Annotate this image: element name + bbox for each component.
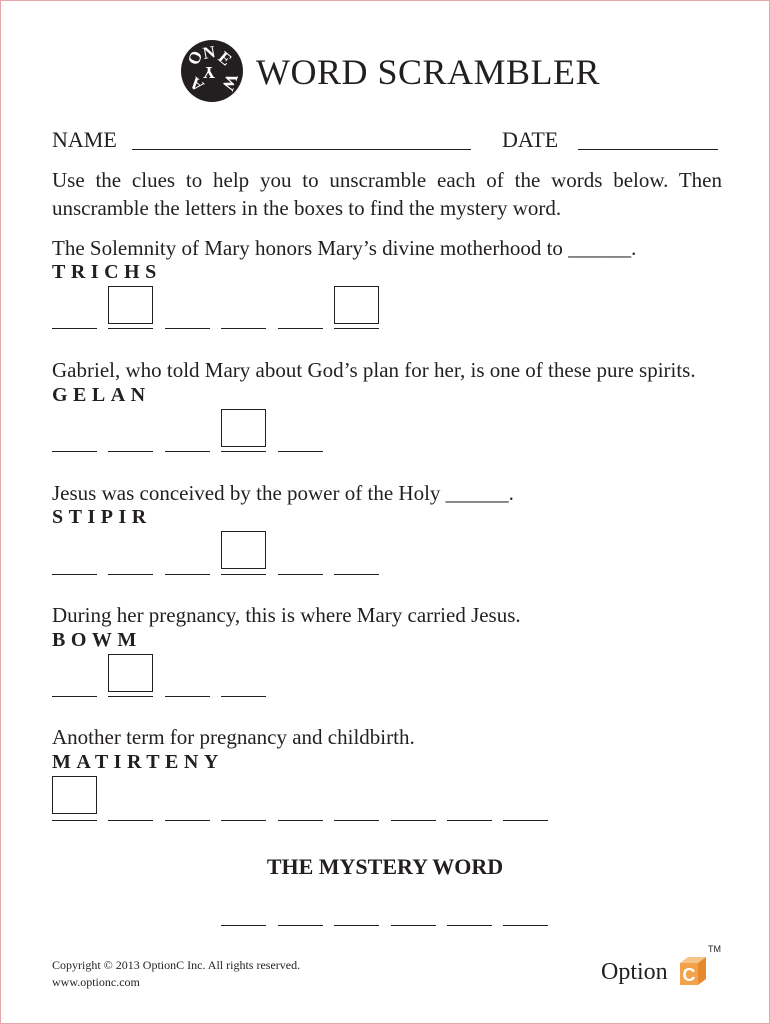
mystery-letter-blank[interactable] [391,925,436,926]
mystery-letter-box[interactable] [221,409,266,447]
letter-blank[interactable] [334,820,379,821]
letter-blank[interactable] [52,451,97,452]
logo-letter: O [183,48,207,68]
mystery-letter-box[interactable] [108,286,153,324]
instructions-text: Use the clues to help you to unscramble each of the words below. Then unscramble the letters in the boxes to find the mystery word. [52,168,722,220]
letter-blank[interactable] [108,820,153,821]
trademark-symbol: TM [708,944,721,954]
letter-blank[interactable] [334,328,379,329]
mystery-letter-box[interactable] [334,286,379,324]
mystery-letter-blank[interactable] [447,925,492,926]
mystery-word-heading: THE MYSTERY WORD [266,854,504,879]
date-line[interactable] [578,149,718,150]
mystery-letter-box[interactable] [108,654,153,692]
letter-blank[interactable] [278,820,323,821]
letter-blank[interactable] [278,328,323,329]
letter-blank[interactable] [334,574,379,575]
name-label: NAME [52,127,117,152]
letter-blank[interactable] [221,696,266,697]
clue-5: Another term for pregnancy and childbirth. [52,725,415,749]
mystery-letter-blank[interactable] [334,925,379,926]
scrambled-word-1: TRICHS [52,261,162,283]
logo-letter: N [201,42,217,63]
logo-letter: E [214,47,236,70]
letter-blank[interactable] [52,696,97,697]
letter-blank[interactable] [108,696,153,697]
letter-blank[interactable] [108,451,153,452]
mystery-letter-blank[interactable] [221,925,266,926]
date-label: DATE [502,127,559,152]
letter-blank[interactable] [165,451,210,452]
letter-blank[interactable] [447,820,492,821]
scrambled-word-4: BOWM [52,629,142,651]
letter-blank[interactable] [165,328,210,329]
clue-3: Jesus was conceived by the power of the Holy ______. [52,481,514,505]
letter-blank[interactable] [221,328,266,329]
copyright-text: Copyright © 2013 OptionC Inc. All rights reserved. [52,958,301,972]
brand-mark: C [682,965,696,985]
letter-blank[interactable] [52,820,97,821]
letter-blank[interactable] [165,696,210,697]
mystery-letter-blank[interactable] [503,925,548,926]
letter-blank[interactable] [278,451,323,452]
clue-4: During her pregnancy, this is where Mary carried Jesus. [52,603,521,627]
word-scrambler-logo-icon [181,40,243,102]
letter-blank[interactable] [165,574,210,575]
letter-blank[interactable] [52,328,97,329]
clue-2: Gabriel, who told Mary about God’s plan for her, is one of these pure spirits. [52,358,696,382]
page-title: WORD SCRAMBLER [256,52,601,92]
name-line[interactable] [132,149,471,150]
mystery-letter-blank[interactable] [278,925,323,926]
letter-blank[interactable] [52,574,97,575]
logo-letter: Y [203,63,216,82]
scrambled-word-3: STIPIR [52,506,152,528]
letter-blank[interactable] [221,451,266,452]
letter-blank[interactable] [221,574,266,575]
logo-letter: A [186,73,208,96]
website-link[interactable]: www.optionc.com [52,975,140,989]
letter-blank[interactable] [278,574,323,575]
mystery-letter-box[interactable] [221,531,266,569]
letter-blank[interactable] [108,328,153,329]
letter-blank[interactable] [165,820,210,821]
clue-1: The Solemnity of Mary honors Mary’s divine motherhood to ______. [52,236,637,260]
scrambled-word-2: GELAN [52,384,151,406]
optionc-cube-logo-icon [676,955,708,987]
scrambled-word-5: MATIRTENY [52,751,224,773]
letter-blank[interactable] [503,820,548,821]
letter-blank[interactable] [108,574,153,575]
letter-blank[interactable] [391,820,436,821]
letter-blank[interactable] [221,820,266,821]
logo-letter: W [218,70,242,94]
brand-name: Option [601,959,668,985]
mystery-letter-box[interactable] [52,776,97,814]
